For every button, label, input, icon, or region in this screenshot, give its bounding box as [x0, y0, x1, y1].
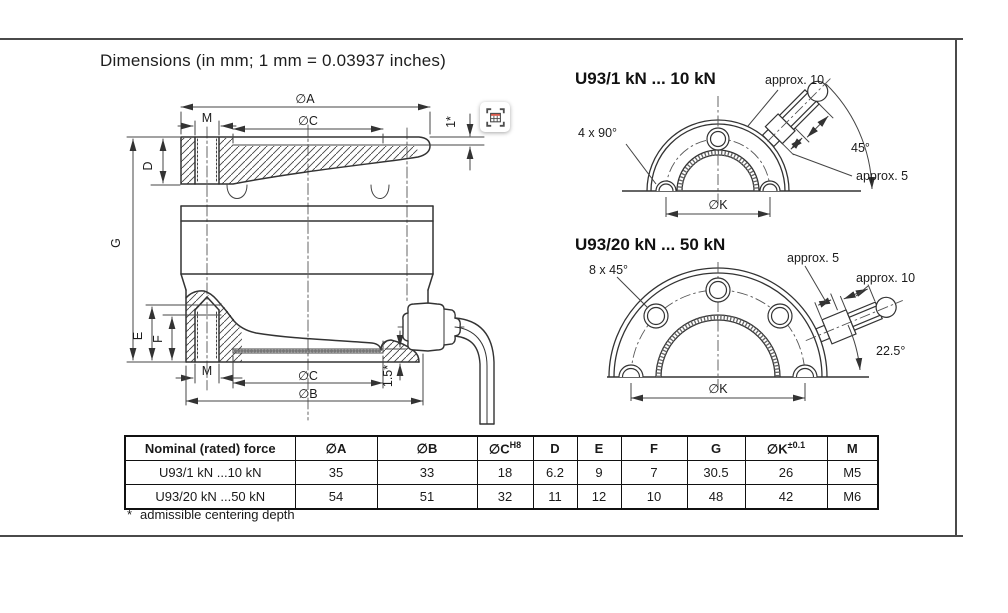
- table-row: [125, 485, 878, 510]
- cell-b: 33: [377, 461, 477, 485]
- label-dia-k-small: ∅K: [708, 198, 728, 212]
- label-approx5-large: approx. 5: [787, 251, 840, 265]
- dim-label-depth-bottom: 1.5*: [381, 364, 395, 388]
- dimension-table: [124, 435, 879, 510]
- dim-label-dia-c-bottom: ∅C: [298, 369, 318, 383]
- col-header-force: Nominal (rated) force: [125, 436, 295, 461]
- leaders-large: [617, 266, 868, 308]
- cell-d: 6.2: [533, 461, 577, 485]
- footnote-marker: *: [127, 507, 133, 522]
- flange-large-title: U93/20 kN ... 50 kN: [575, 235, 726, 254]
- label-holes-small: 4 x 90°: [578, 126, 618, 140]
- label-approx5-small: approx. 5: [856, 169, 909, 183]
- footnote: [127, 507, 295, 522]
- label-angle-large: 22.5°: [876, 344, 906, 358]
- col-header-f: F: [621, 436, 687, 461]
- cell-force: U93/1 kN ...10 kN: [125, 461, 295, 485]
- col-header-dia-b: ∅B: [377, 436, 477, 461]
- dim-label-m-top: M: [201, 111, 213, 125]
- cell-f: 10: [621, 485, 687, 510]
- dim-label-g: G: [109, 238, 123, 248]
- col-header-e: E: [577, 436, 621, 461]
- cell-g: 30.5: [687, 461, 745, 485]
- flange-view-large: [575, 235, 915, 401]
- table-row: [125, 461, 878, 485]
- dim-label-dia-a: ∅A: [295, 92, 315, 106]
- body-outline: [181, 206, 433, 304]
- label-approx10-small: approx. 10: [765, 73, 825, 87]
- label-dia-k-large: ∅K: [708, 382, 728, 396]
- cell-e: 12: [577, 485, 621, 510]
- flange-small-title: U93/1 kN ... 10 kN: [575, 69, 716, 88]
- col-header-g: G: [687, 436, 745, 461]
- cell-m: M6: [827, 485, 878, 510]
- cell-f: 7: [621, 461, 687, 485]
- col-header-dia-c: $\emptyset C^{H8}$: [477, 436, 533, 461]
- dim-label-e: E: [131, 331, 145, 341]
- page-title: Dimensions (in mm; 1 mm = 0.03937 inches): [100, 51, 446, 70]
- dim-label-d: D: [141, 161, 155, 171]
- label-angle-small: 45°: [851, 141, 870, 155]
- label-holes-large: 8 x 45°: [589, 263, 629, 277]
- cell-b: 51: [377, 485, 477, 510]
- cell-c: 18: [477, 461, 533, 485]
- cable: [455, 318, 494, 424]
- cell-force: U93/20 kN ...50 kN: [125, 485, 295, 510]
- table-scan-icon: [486, 108, 505, 127]
- col-header-m: M: [827, 436, 878, 461]
- cell-d: 11: [533, 485, 577, 510]
- cell-g: 48: [687, 485, 745, 510]
- cable-gland: [403, 303, 460, 351]
- label-approx10-large: approx. 10: [856, 271, 916, 285]
- col-header-dia-a: ∅A: [295, 436, 377, 461]
- cell-m: M5: [827, 461, 878, 485]
- col-header-d: D: [533, 436, 577, 461]
- cell-c: 32: [477, 485, 533, 510]
- dim-label-f: F: [151, 335, 165, 343]
- dim-label-m-bottom: M: [201, 364, 213, 378]
- flange-view-small: [575, 69, 908, 217]
- dim-label-depth-top: 1*: [444, 116, 458, 128]
- cell-k: 26: [745, 461, 827, 485]
- dim-label-dia-c-top: ∅C: [298, 114, 318, 128]
- cell-a: 54: [295, 485, 377, 510]
- section-view-load-cell: [109, 92, 494, 424]
- table-scan-button[interactable]: [480, 102, 510, 132]
- footnote-text: admissible centering depth: [140, 507, 295, 522]
- col-header-dia-k: $\emptyset K^{\pm 0.1}$: [745, 436, 827, 461]
- table-header-row: [125, 436, 878, 461]
- cell-e: 9: [577, 461, 621, 485]
- cell-k: 42: [745, 485, 827, 510]
- cell-a: 35: [295, 461, 377, 485]
- dim-label-dia-b: ∅B: [298, 387, 318, 401]
